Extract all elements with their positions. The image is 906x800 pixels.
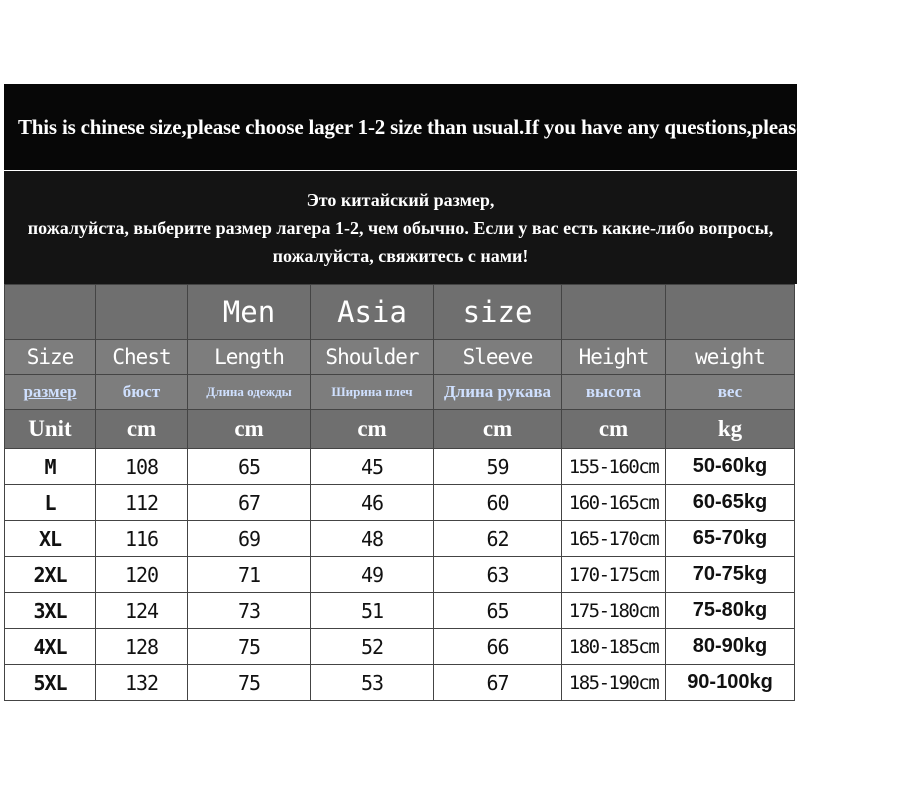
cell-chest: 108 <box>96 449 188 485</box>
unit-sleeve: cm <box>434 410 562 449</box>
cell-size: L <box>5 485 96 521</box>
cell-sleeve: 65 <box>434 593 562 629</box>
cell-chest: 120 <box>96 557 188 593</box>
cell-shoulder: 45 <box>311 449 434 485</box>
title-size: size <box>434 285 562 340</box>
title-row <box>5 285 795 340</box>
table-row <box>5 593 795 629</box>
cell-height: 185-190cm <box>562 665 666 701</box>
size-data-rows <box>5 449 795 701</box>
unit-weight: kg <box>666 410 795 449</box>
cell-size: 3XL <box>5 593 96 629</box>
header-chest: Chest <box>96 340 188 375</box>
cell-shoulder: 52 <box>311 629 434 665</box>
title-cell-empty <box>96 285 188 340</box>
unit-height: cm <box>562 410 666 449</box>
cell-weight: 65-70kg <box>666 521 795 557</box>
cell-weight: 60-65kg <box>666 485 795 521</box>
cell-height: 155-160cm <box>562 449 666 485</box>
cell-size: XL <box>5 521 96 557</box>
cell-weight: 90-100kg <box>666 665 795 701</box>
unit-chest: cm <box>96 410 188 449</box>
title-asia: Asia <box>311 285 434 340</box>
cell-weight: 50-60kg <box>666 449 795 485</box>
header-height: Height <box>562 340 666 375</box>
cell-chest: 112 <box>96 485 188 521</box>
cell-length: 71 <box>188 557 311 593</box>
cell-weight: 80-90kg <box>666 629 795 665</box>
cell-length: 69 <box>188 521 311 557</box>
cell-height: 170-175cm <box>562 557 666 593</box>
header-ru-length: Длина одежды <box>188 375 311 410</box>
cell-weight: 75-80kg <box>666 593 795 629</box>
russian-notice-line-1: Это китайский размер, <box>306 189 495 210</box>
header-ru-sleeve: Длина рукава <box>434 375 562 410</box>
cell-sleeve: 67 <box>434 665 562 701</box>
unit-shoulder: cm <box>311 410 434 449</box>
cell-chest: 116 <box>96 521 188 557</box>
unit-label: Unit <box>5 410 96 449</box>
header-row-russian <box>5 375 795 410</box>
cell-sleeve: 63 <box>434 557 562 593</box>
table-row <box>5 485 795 521</box>
cell-sleeve: 60 <box>434 485 562 521</box>
cell-length: 73 <box>188 593 311 629</box>
header-shoulder: Shoulder <box>311 340 434 375</box>
header-size: Size <box>5 340 96 375</box>
table-row <box>5 521 795 557</box>
cell-height: 165-170cm <box>562 521 666 557</box>
cell-sleeve: 59 <box>434 449 562 485</box>
cell-height: 160-165cm <box>562 485 666 521</box>
cell-length: 75 <box>188 665 311 701</box>
cell-size: 2XL <box>5 557 96 593</box>
cell-shoulder: 46 <box>311 485 434 521</box>
cell-shoulder: 49 <box>311 557 434 593</box>
russian-notice-line-2: пожалуйста, выберите размер лагера 1-2, чем обычно. Если у вас есть какие-либо вопросы, <box>27 217 774 238</box>
cell-shoulder: 51 <box>311 593 434 629</box>
cell-sleeve: 62 <box>434 521 562 557</box>
cell-size: 5XL <box>5 665 96 701</box>
header-row-english <box>5 340 795 375</box>
cell-sleeve: 66 <box>434 629 562 665</box>
unit-length: cm <box>188 410 311 449</box>
header-ru-chest: бюст <box>96 375 188 410</box>
cell-size: 4XL <box>5 629 96 665</box>
english-notice-text: This is chinese size,please choose lager 1-2 size than usual.If you have any questions,please contact us! <box>18 114 906 139</box>
header-sleeve: Sleeve <box>434 340 562 375</box>
size-chart-table <box>4 284 795 701</box>
table-row <box>5 449 795 485</box>
header-ru-size: размер <box>5 375 96 410</box>
cell-shoulder: 53 <box>311 665 434 701</box>
cell-chest: 124 <box>96 593 188 629</box>
cell-height: 180-185cm <box>562 629 666 665</box>
russian-notice-banner <box>4 171 797 284</box>
header-ru-height: высота <box>562 375 666 410</box>
russian-notice-line-3: пожалуйста, свяжитесь с нами! <box>272 245 529 266</box>
cell-chest: 132 <box>96 665 188 701</box>
title-cell-empty <box>666 285 795 340</box>
header-length: Length <box>188 340 311 375</box>
cell-height: 175-180cm <box>562 593 666 629</box>
title-cell-empty <box>562 285 666 340</box>
cell-chest: 128 <box>96 629 188 665</box>
header-weight: weight <box>666 340 795 375</box>
title-cell-empty <box>5 285 96 340</box>
table-row <box>5 665 795 701</box>
cell-length: 65 <box>188 449 311 485</box>
cell-size: M <box>5 449 96 485</box>
cell-length: 67 <box>188 485 311 521</box>
table-row <box>5 629 795 665</box>
unit-row <box>5 410 795 449</box>
header-ru-shoulder: Ширина плеч <box>311 375 434 410</box>
english-notice-banner <box>4 84 906 170</box>
cell-length: 75 <box>188 629 311 665</box>
header-ru-weight: вес <box>666 375 795 410</box>
table-row <box>5 557 795 593</box>
cell-shoulder: 48 <box>311 521 434 557</box>
cell-weight: 70-75kg <box>666 557 795 593</box>
title-men: Men <box>188 285 311 340</box>
